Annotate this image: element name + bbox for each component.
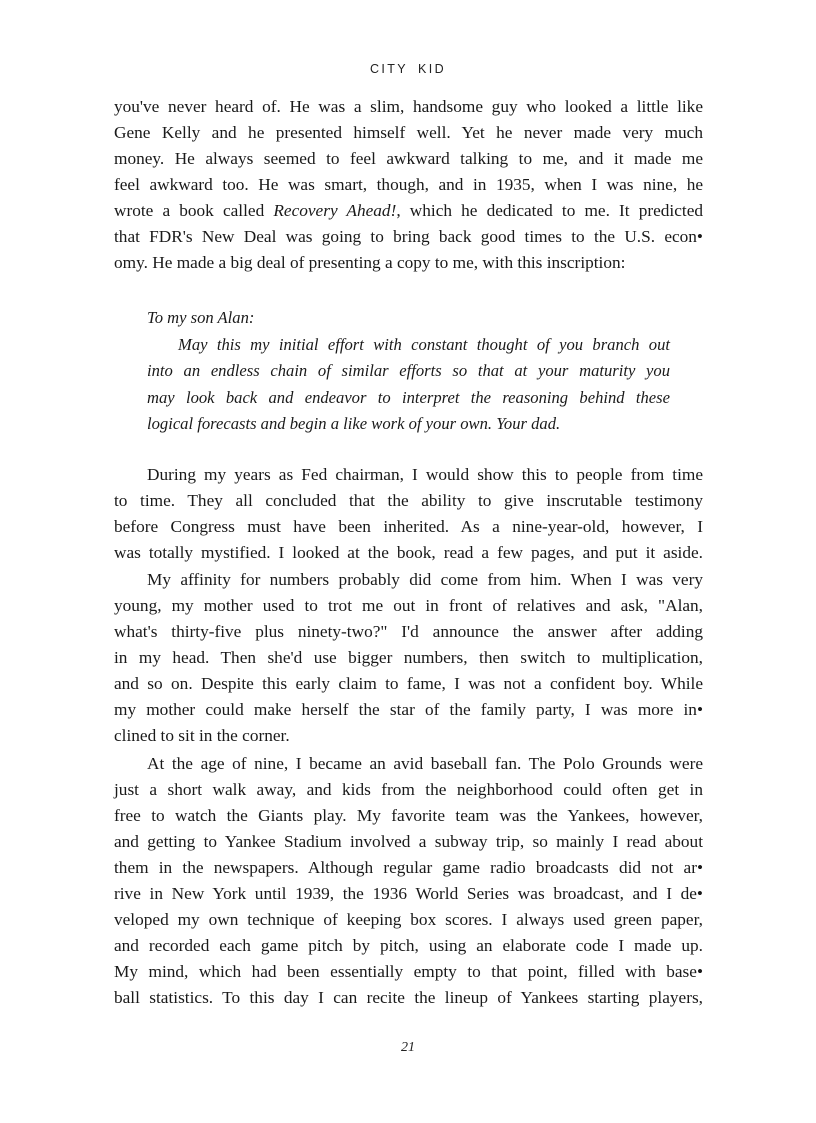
running-head-word-city: CITY [369,62,409,76]
text-line: My affinity for numbers probably did come from him. When I was very [147,570,703,589]
inscription-line: may look back and endeavor to interpret the reasoning behind these [147,387,670,407]
text-line: At the age of nine, I became an avid baseball fan. The Polo Grounds were [147,754,703,773]
text-line: Gene Kelly and he presented himself well. Yet he never made very much [114,123,703,142]
book-title: Recovery Ahead! [273,201,397,220]
text-line: my mother could make herself the star of the family party, I was more in• [114,700,703,719]
text-line: rive in New York until 1939, the 1936 World Series was broadcast, and I de• [114,884,703,903]
text-line: During my years as Fed chairman, I would show this to people from time [147,465,703,484]
running-head [0,62,816,76]
text-line: My mind, which had been essentially empty to that point, filled with base• [114,962,703,981]
paragraph-affinity-numbers [114,567,703,749]
text-line: ball statistics. To this day I can recite the lineup of Yankees starting players, [114,988,703,1007]
running-head-word-kid: KID [418,62,447,76]
inscription-line: logical forecasts and begin a like work of your own. Your dad. [147,414,561,433]
text-line: just a short walk away, and kids from the neighborhood could often get in [114,780,703,799]
paragraph-fed-chairman [114,462,703,566]
paragraph-father-intro [114,94,703,276]
text-line: feel awkward too. He was smart, though, and in 1935, when I was nine, he [114,175,703,194]
text-line: in my head. Then she'd use bigger numbers, then switch to multiplication, [114,648,703,667]
text-line: to time. They all concluded that the ability to give inscrutable testimony [114,491,703,510]
inscription-salutation: To my son Alan: [147,308,255,327]
text-segment: wrote a book called [114,201,265,220]
text-line: what's thirty-five plus ninety-two?" I'd announce the answer after adding [114,622,703,641]
text-line: and recorded each game pitch by pitch, using an elaborate code I made up. [114,936,703,955]
inscription-line: May this my initial effort with constant thought of you branch out [178,334,670,354]
paragraph-baseball [114,751,703,1011]
text-line: that FDR's New Deal was going to bring back good times to the U.S. econ• [114,227,703,246]
text-line: veloped my own technique of keeping box scores. I always used green paper, [114,910,703,929]
text-segment: , which he dedicated to me. It predicted [396,201,703,220]
text-line: before Congress must have been inherited. As a nine-year-old, however, I [114,517,703,536]
inscription-line: into an endless chain of similar efforts so that at your maturity you [147,361,670,380]
inscription-quote [147,305,670,438]
text-line: young, my mother used to trot me out in front of relatives and ask, "Alan, [114,596,703,615]
text-line: free to watch the Giants play. My favorite team was the Yankees, however, [114,806,703,825]
text-line: clined to sit in the corner. [114,726,290,745]
text-line: and getting to Yankee Stadium involved a subway trip, so mainly I read about [114,832,703,851]
text-line: omy. He made a big deal of presenting a copy to me, with this inscription: [114,253,626,272]
text-line: was totally mystified. I looked at the book, read a few pages, and put it aside. [114,543,703,562]
text-line: and so on. Despite this early claim to fame, I was not a confident boy. While [114,674,703,693]
text-line [114,198,703,224]
page-number: 21 [401,1040,415,1055]
text-line: you've never heard of. He was a slim, handsome guy who looked a little like [114,97,703,116]
text-line: money. He always seemed to feel awkward talking to me, and it made me [114,149,703,168]
text-line: them in the newspapers. Although regular game radio broadcasts did not ar• [114,858,703,877]
